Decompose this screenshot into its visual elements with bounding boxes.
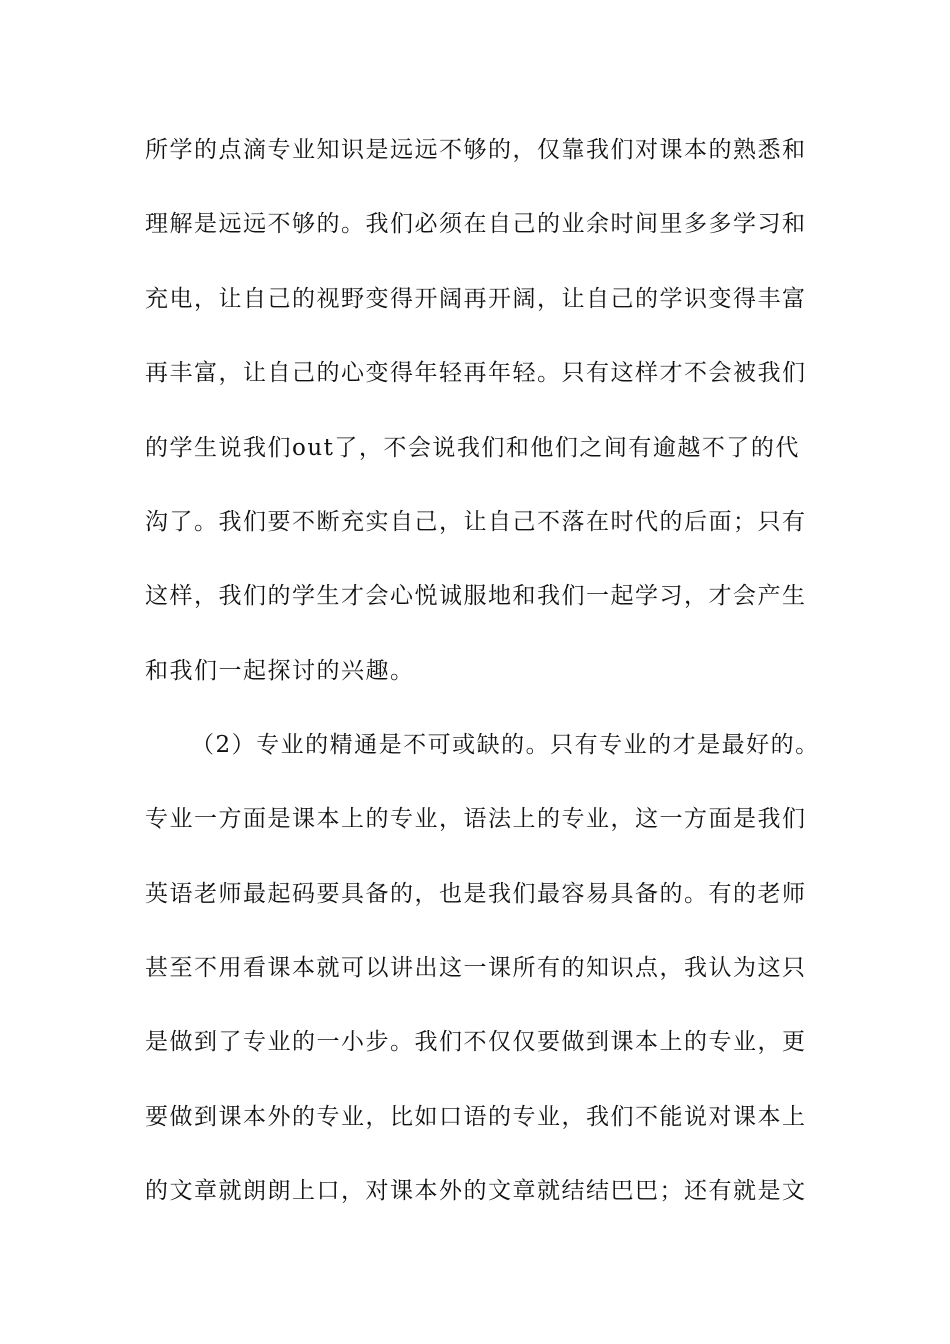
text-line: 充电，让自己的视野变得开阔再开阔，让自己的学识变得丰富 (145, 286, 807, 312)
text-line: 的学生说我们out了，不会说我们和他们之间有逾越不了的代 (145, 435, 800, 461)
text-line: （2）专业的精通是不可或缺的。只有专业的才是最好的。 (191, 732, 820, 758)
text-line: 甚至不用看课本就可以讲出这一课所有的知识点，我认为这只 (145, 955, 807, 981)
text-line: 是做到了专业的一小步。我们不仅仅要做到课本上的专业，更 (145, 1029, 807, 1055)
text-line: 再丰富，让自己的心变得年轻再年轻。只有这样才不会被我们 (145, 360, 807, 386)
text-line: 沟了。我们要不断充实自己，让自己不落在时代的后面；只有 (145, 509, 807, 535)
text-line: 这样，我们的学生才会心悦诚服地和我们一起学习，才会产生 (145, 583, 807, 609)
text-line: 理解是远远不够的。我们必须在自己的业余时间里多多学习和 (145, 211, 807, 237)
text-line: 要做到课本外的专业，比如口语的专业，我们不能说对课本上 (145, 1104, 807, 1130)
text-line: 的文章就朗朗上口，对课本外的文章就结结巴巴；还有就是文 (145, 1178, 807, 1204)
text-line: 英语老师最起码要具备的，也是我们最容易具备的。有的老师 (145, 881, 807, 907)
text-line: 专业一方面是课本上的专业，语法上的专业，这一方面是我们 (145, 806, 807, 832)
text-line: 所学的点滴专业知识是远远不够的，仅靠我们对课本的熟悉和 (145, 137, 807, 163)
text-line: 和我们一起探讨的兴趣。 (145, 658, 415, 684)
